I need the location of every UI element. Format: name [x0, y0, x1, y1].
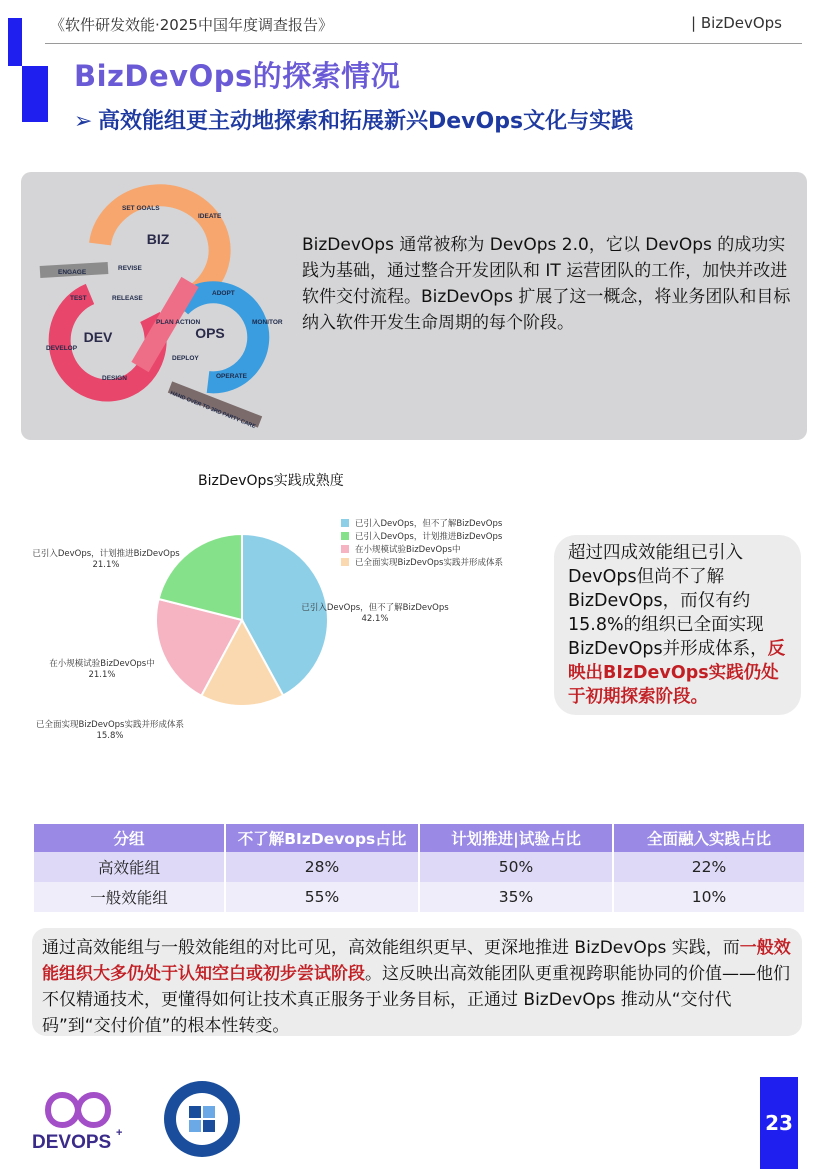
legend-label: 在小规模试验BizDevOps中	[355, 545, 461, 555]
slice-pct-plan-biz: 21.1%	[92, 560, 120, 570]
step-monitor: MONITOR	[252, 319, 283, 326]
header-divider	[45, 43, 802, 44]
table-header-row	[34, 824, 804, 852]
slice-label-plan-biz: 已引入DevOps，计划推进BizDevOps	[32, 549, 180, 559]
ops-label: OPS	[195, 325, 225, 341]
table-cell: 55%	[226, 882, 418, 912]
header-unaware: 不了解BIzDevops占比	[226, 824, 418, 852]
header-full: 全面融入实践占比	[614, 824, 804, 852]
seal-block-icon	[203, 1106, 215, 1118]
table-cell: 28%	[226, 852, 418, 882]
bizdevops-diagram	[30, 182, 290, 432]
step-design: DESIGN	[102, 375, 127, 382]
step-ideate: IDEATE	[198, 213, 222, 220]
page-subtitle	[74, 104, 633, 135]
maturity-pie-chart	[20, 510, 540, 750]
summary-before: 通过高效能组与一般效能组的对比可见，高效能组织更早、更深地推进 BizDevOps 实践，而	[42, 938, 740, 958]
step-adopt: ADOPT	[212, 290, 235, 297]
step-deploy: DEPLOY	[172, 355, 199, 362]
slice-pct-pilot-biz: 21.1%	[88, 670, 116, 680]
accent-block-top	[8, 18, 22, 66]
summary-after: 。这反映出高效能团队更重视跨职能协同的价值——他们不仅精通技术，更懂得如何让技术真正服务于业务目标，正通过 BizDevOps 推动从“交付代码”到“交付价值”的根本性转变。	[42, 964, 790, 1036]
page-title: BizDevOps的探索情况	[74, 59, 401, 93]
step-develop: DEVELOP	[46, 345, 78, 352]
summary-highlight: 一般效能组织大多仍处于认知空白或初步尝试阶段	[42, 938, 791, 984]
seal-block-icon	[203, 1120, 215, 1132]
legend-label: 已引入DevOps，计划推进BizDevOps	[355, 532, 503, 542]
legend-swatch	[341, 532, 349, 540]
summary-text	[42, 935, 794, 1039]
legend-swatch	[341, 519, 349, 527]
table-cell: 高效能组	[34, 852, 224, 882]
slice-label-aware-not-biz: 已引入DevOps，但不了解BizDevOps	[301, 603, 449, 613]
table-cell: 一般效能组	[34, 882, 224, 912]
header-group: 分组	[34, 824, 224, 852]
devops-logo	[28, 1082, 128, 1154]
legend-swatch	[341, 558, 349, 566]
slice-pct-aware-not-biz: 42.1%	[361, 614, 389, 624]
infinity-icon	[48, 1095, 108, 1125]
devops-logo-text: DEVOPS	[32, 1132, 112, 1153]
subtitle-text: 高效能组更主动地探索和拓展新兴DevOps文化与实践	[98, 109, 634, 134]
devops-logo-sup: +	[116, 1127, 123, 1139]
section-name: | BizDevOps	[691, 14, 782, 32]
step-handover: HAND OVER TO 3RD PARTY CARE	[169, 390, 257, 431]
callout-body: 超过四成效能组已引入DevOps但尚不了解BizDevOps，而仅有约15.8%的组织已全面实现BizDevOps并形成体系，	[568, 543, 768, 659]
callout-highlight: 反映出BIzDevOps实践仍处于初期探索阶段。	[568, 639, 786, 707]
seal-block-icon	[189, 1120, 201, 1132]
step-revise: REVISE	[118, 265, 142, 272]
table-row	[34, 852, 804, 882]
legend-label: 已引入DevOps，但不了解BizDevOps	[355, 519, 503, 529]
comparison-table	[32, 824, 806, 912]
association-seal-logo	[162, 1079, 242, 1159]
header-planning: 计划推进|试验占比	[420, 824, 612, 852]
accent-block-bottom	[22, 66, 48, 122]
step-test: TEST	[70, 295, 87, 302]
seal-inner-icon	[176, 1093, 228, 1145]
report-title: 《软件研发效能·2025中国年度调查报告》	[50, 16, 333, 34]
table-cell: 35%	[420, 882, 612, 912]
intro-paragraph: BizDevOps 通常被称为 DevOps 2.0，它以 DevOps 的成功实践为基础，通过整合开发团队和 IT 运营团队的工作，加快并改进软件交付流程。BizDevOps 扩展了这一概念，将业务团队和目标纳入软件开发生命周期的每个阶段。	[302, 235, 791, 333]
slice-label-full-biz: 已全面实现BizDevOps实践并形成体系	[36, 720, 184, 730]
dev-label: DEV	[83, 329, 113, 345]
step-set-goals: SET GOALS	[122, 205, 160, 212]
page-number: 23	[760, 1077, 798, 1169]
step-operate: OPERATE	[216, 373, 247, 380]
arrow-icon: ➢	[74, 109, 93, 134]
seal-block-icon	[189, 1106, 201, 1118]
step-engage: ENGAGE	[58, 269, 87, 276]
table-row	[34, 882, 804, 912]
table-cell: 50%	[420, 852, 612, 882]
slice-pct-full-biz: 15.8%	[96, 731, 124, 741]
table-cell: 10%	[614, 882, 804, 912]
step-plan-action: PLAN ACTION	[156, 319, 201, 326]
legend-label: 已全面实现BizDevOps实践并形成体系	[355, 558, 503, 568]
callout-text	[568, 541, 788, 709]
table-cell: 22%	[614, 852, 804, 882]
step-release: RELEASE	[112, 295, 143, 302]
slice-label-pilot-biz: 在小规模试验BizDevOps中	[49, 659, 155, 669]
legend-swatch	[341, 545, 349, 553]
biz-label: BIZ	[146, 231, 170, 247]
chart-title: BizDevOps实践成熟度	[198, 473, 344, 489]
